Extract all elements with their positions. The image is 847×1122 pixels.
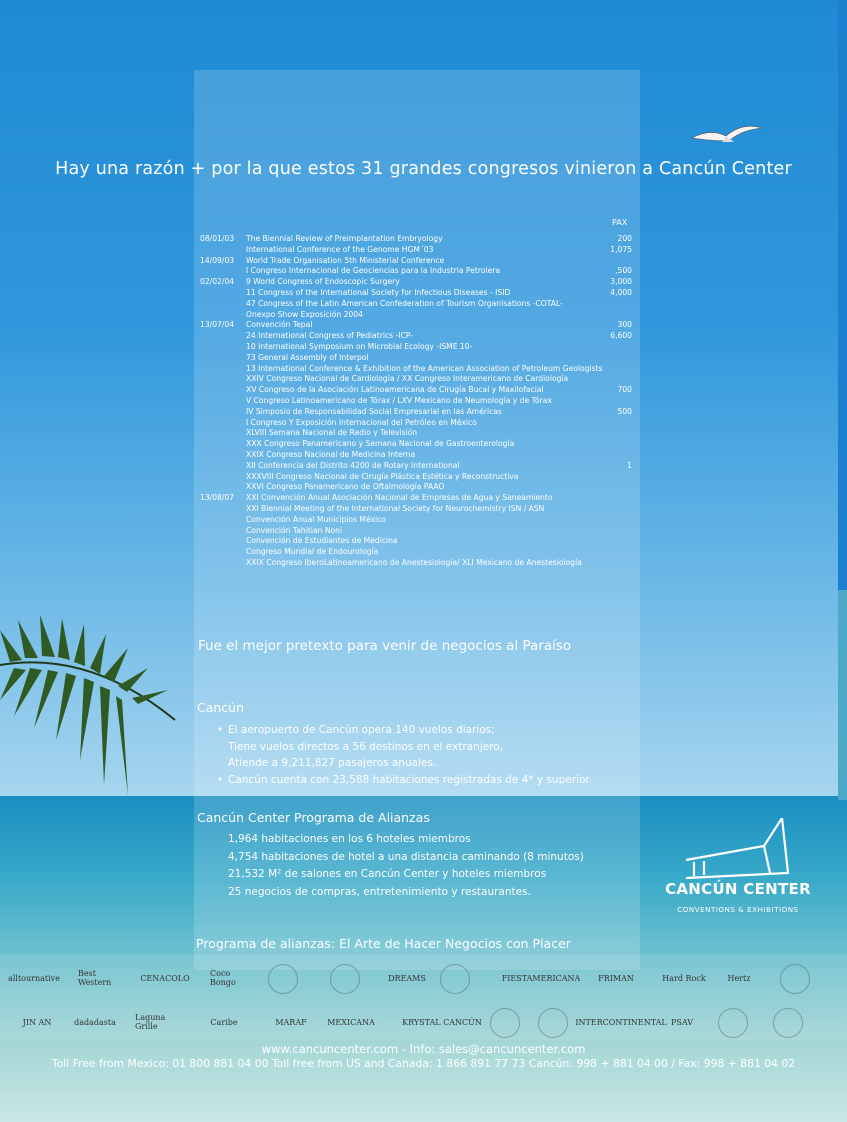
footer-phone-numbers: Toll Free from Mexico: 01 800 881 04 00 Toll free from US and Canada: 1 866 891 77 73 Cancún: 998 + 881 04 00 / Fax: 998 + 881 04 02 bbox=[51, 1057, 796, 1070]
event-row bbox=[200, 526, 640, 537]
cancun-center-brand-name: CANCÚN CENTER bbox=[665, 880, 811, 898]
sponsor-logo: KRYSTAL CANCÚN bbox=[402, 1017, 482, 1027]
event-name: 13 International Conference & Exhibition of the American Association of Petroleum Geologists bbox=[246, 363, 603, 373]
seagull-illustration bbox=[690, 120, 765, 150]
event-name: 10 International Symposium on Microbial Ecology -ISME 10- bbox=[246, 341, 473, 351]
event-row bbox=[200, 493, 640, 504]
sponsor-logo bbox=[780, 964, 810, 994]
bullet-icon: • bbox=[217, 774, 224, 786]
event-row bbox=[200, 450, 640, 461]
event-row bbox=[200, 428, 640, 439]
sponsor-logo: Coco Bongo bbox=[210, 969, 236, 987]
event-row bbox=[200, 385, 640, 396]
event-name: Convención Tahitian Noni bbox=[246, 525, 343, 535]
event-date: 08/01/03 bbox=[200, 234, 235, 243]
event-name: XII Conferencia del Distrito 4200 de Rotary International bbox=[246, 460, 460, 470]
sponsor-logo: Hertz bbox=[727, 973, 751, 983]
sponsor-logo bbox=[440, 964, 470, 994]
event-row bbox=[200, 439, 640, 450]
event-row bbox=[200, 418, 640, 429]
event-row bbox=[200, 256, 640, 267]
event-row bbox=[200, 461, 640, 472]
event-name: Convención Anual Municipios México bbox=[246, 514, 386, 524]
event-row bbox=[200, 472, 640, 483]
right-edge-strip-lower bbox=[838, 590, 847, 800]
sponsor-logo: CENACOLO bbox=[140, 973, 190, 983]
sponsor-logo: alltournative bbox=[8, 973, 60, 983]
event-pax: ,500 bbox=[615, 266, 632, 276]
event-name: XXIV Congreso Nacional de Cardiología / XX Congreso Interamericano de Cardiología bbox=[246, 374, 569, 384]
event-pax: 500 bbox=[617, 406, 632, 416]
event-name: XLVIII Semana Nacional de Radio y Televisión bbox=[246, 428, 418, 438]
event-name: Onexpo Show Exposición 2004 bbox=[246, 309, 363, 319]
event-name: International Conference of the Genome HGM´03 bbox=[246, 244, 434, 254]
event-name: XXXVIII Congreso Nacional de Cirugía Plástica Estética y Reconstructiva bbox=[246, 471, 519, 481]
event-row bbox=[200, 277, 640, 288]
event-name: I Congreso Y Exposición Internacional del Petróleo en México bbox=[246, 417, 477, 427]
airport-line-3: Atiende a 9,211,827 pasajeros anuales. bbox=[228, 757, 437, 769]
program-title: Programa de alianzas: El Arte de Hacer Negocios con Placer bbox=[196, 936, 571, 951]
event-name: XXVI Congreso Panamericano de Oftalmología PAAO bbox=[246, 482, 445, 492]
right-edge-strip bbox=[838, 0, 847, 590]
pax-column-header: PAX bbox=[612, 218, 628, 227]
event-name: 47 Congress of the Latin American Confederation of Tourism Organisations -COTAL- bbox=[246, 298, 563, 308]
event-name: XXI Biennial Meeting of the International Society for Neurochemistry ISN / ASN bbox=[246, 503, 545, 513]
event-date: 14/09/03 bbox=[200, 255, 235, 265]
event-row bbox=[200, 407, 640, 418]
event-name: 9 World Congress of Endoscopic Surgery bbox=[246, 277, 400, 287]
sponsor-logo: dadadasta bbox=[74, 1017, 116, 1027]
event-row bbox=[200, 310, 640, 321]
event-name: V Congreso Latinoamericano de Tórax / LXV Mexicano de Neumología y de Tórax bbox=[246, 395, 552, 405]
sponsor-logo bbox=[718, 1008, 748, 1038]
cancun-heading: Cancún bbox=[197, 700, 245, 715]
event-row bbox=[200, 266, 640, 277]
sponsor-logo: FRIMAN bbox=[598, 973, 634, 983]
event-name: 24 International Congress of Pediatrics -ICP- bbox=[246, 331, 413, 341]
event-pax: 1 bbox=[627, 460, 632, 470]
event-pax: 4,000 bbox=[610, 287, 632, 297]
alliance-heading: Cancún Center Programa de Alianzas bbox=[197, 810, 430, 825]
event-date: 13/07/04 bbox=[200, 320, 235, 330]
event-row bbox=[200, 504, 640, 515]
sponsor-logo bbox=[268, 964, 298, 994]
event-name: World Trade Organisation 5th Ministerial Conference bbox=[246, 255, 445, 265]
sponsor-logo: Hard Rock bbox=[662, 973, 706, 983]
event-row bbox=[200, 234, 640, 245]
headline: Hay una razón + por la que estos 31 grandes congresos vinieron a Cancún Center bbox=[55, 159, 792, 179]
sponsor-logo bbox=[330, 964, 360, 994]
sponsor-logo: MEXICANA bbox=[327, 1017, 375, 1027]
event-name: XV Congreso de la Asociación Latinoamericana de Cirugía Bucal y Maxilofacial bbox=[246, 385, 544, 395]
sponsor-logo bbox=[538, 1008, 568, 1038]
event-pax: 300 bbox=[617, 320, 632, 330]
event-row bbox=[200, 482, 640, 493]
cancun-center-brand-sub: CONVENTIONS & EXHIBITIONS bbox=[677, 906, 799, 914]
event-row bbox=[200, 353, 640, 364]
alliance-item: 21,532 M² de salones en Cancún Center y hoteles miembros bbox=[228, 868, 547, 880]
palm-frond-illustration bbox=[0, 610, 190, 810]
event-name: The Biennial Review of Preimplantation Embryology bbox=[246, 234, 443, 243]
sponsor-logo: JIN AN bbox=[22, 1017, 52, 1027]
alliance-item: 25 negocios de compras, entretenimiento y restaurantes. bbox=[228, 885, 531, 898]
event-date: 02/02/04 bbox=[200, 277, 235, 287]
cancun-bullet-hotels bbox=[217, 772, 593, 789]
sponsor-logo: PSAV bbox=[670, 1017, 694, 1027]
event-name: Convención Tepal bbox=[246, 320, 313, 330]
event-pax: 1,075 bbox=[610, 244, 632, 254]
event-row bbox=[200, 547, 640, 558]
sponsor-logo: Best Western bbox=[78, 969, 112, 987]
event-row bbox=[200, 558, 640, 569]
slogan: Fue el mejor pretexto para venir de negocios al Paraíso bbox=[198, 638, 572, 654]
event-name: XXX Congreso Panamericano y Semana Nacional de Gastroenterología bbox=[246, 439, 515, 449]
event-row bbox=[200, 342, 640, 353]
event-name: I Congreso Internacional de Geociencias para la Industria Petrolera bbox=[246, 266, 501, 276]
footer-web-contact: www.cancuncenter.com - Info: sales@cancuncenter.com bbox=[261, 1042, 586, 1056]
event-row bbox=[200, 331, 640, 342]
event-pax: 700 bbox=[617, 385, 632, 395]
event-row bbox=[200, 288, 640, 299]
sponsor-logo bbox=[490, 1008, 520, 1038]
event-name: XXIX Congreso IberoLatinoamericano de Anestesiología/ XLI Mexicano de Anestesiología bbox=[246, 557, 582, 567]
sponsor-logo: DREAMS bbox=[388, 973, 426, 983]
event-name: XXI Convención Anual Asociación Nacional de Empresas de Agua y Saneamiento bbox=[246, 493, 553, 503]
alliance-item: 1,964 habitaciones en los 6 hoteles miembros bbox=[228, 833, 471, 845]
event-pax: 200 bbox=[617, 234, 632, 243]
event-row bbox=[200, 536, 640, 547]
event-name: IV Simposio de Responsabilidad Social Empresarial en las Américas bbox=[246, 406, 502, 416]
event-row bbox=[200, 245, 640, 256]
event-name: 11 Congress of the International Society for Infectious Diseases - ISID bbox=[246, 287, 511, 297]
event-row bbox=[200, 320, 640, 331]
alliance-item: 4,754 habitaciones de hotel a una distancia caminando (8 minutos) bbox=[228, 850, 584, 863]
event-name: XXIX Congreso Nacional de Medicina Interna bbox=[246, 449, 416, 459]
event-row bbox=[200, 299, 640, 310]
sponsor-logo: Laguna Grille bbox=[135, 1013, 166, 1031]
event-name: 73 General Assembly of Interpol bbox=[246, 352, 369, 362]
sponsor-logo: MARAF bbox=[275, 1017, 307, 1027]
event-row bbox=[200, 374, 640, 385]
event-name: Convención de Estudiantes de Medicina bbox=[246, 536, 398, 546]
bullet-icon: • bbox=[217, 724, 224, 736]
hotels-line: Cancún cuenta con 23,588 habitaciones registradas de 4* y superior. bbox=[228, 774, 593, 786]
cancun-center-logo-icon bbox=[664, 818, 814, 918]
sponsor-logo: FIESTAMERICANA bbox=[501, 973, 581, 983]
airport-line-2: Tiene vuelos directos a 56 destinos en el extranjero, bbox=[228, 740, 504, 753]
event-pax: 3,000 bbox=[610, 277, 632, 287]
event-pax: 6,600 bbox=[610, 331, 632, 341]
event-name: Congreso Mundial de Endourología bbox=[246, 547, 379, 557]
event-list bbox=[200, 234, 640, 569]
sponsor-logo: Caribe bbox=[210, 1017, 238, 1027]
sponsor-logo bbox=[773, 1008, 803, 1038]
alliance-list bbox=[228, 831, 584, 901]
event-date: 13/08/07 bbox=[200, 493, 235, 503]
event-row bbox=[200, 515, 640, 526]
event-row bbox=[200, 364, 640, 375]
cancun-bullet-airport bbox=[217, 722, 504, 772]
event-row bbox=[200, 396, 640, 407]
sponsor-logo: INTERCONTINENTAL bbox=[575, 1017, 667, 1027]
airport-line-1: El aeropuerto de Cancún opera 140 vuelos diarios; bbox=[228, 724, 495, 736]
